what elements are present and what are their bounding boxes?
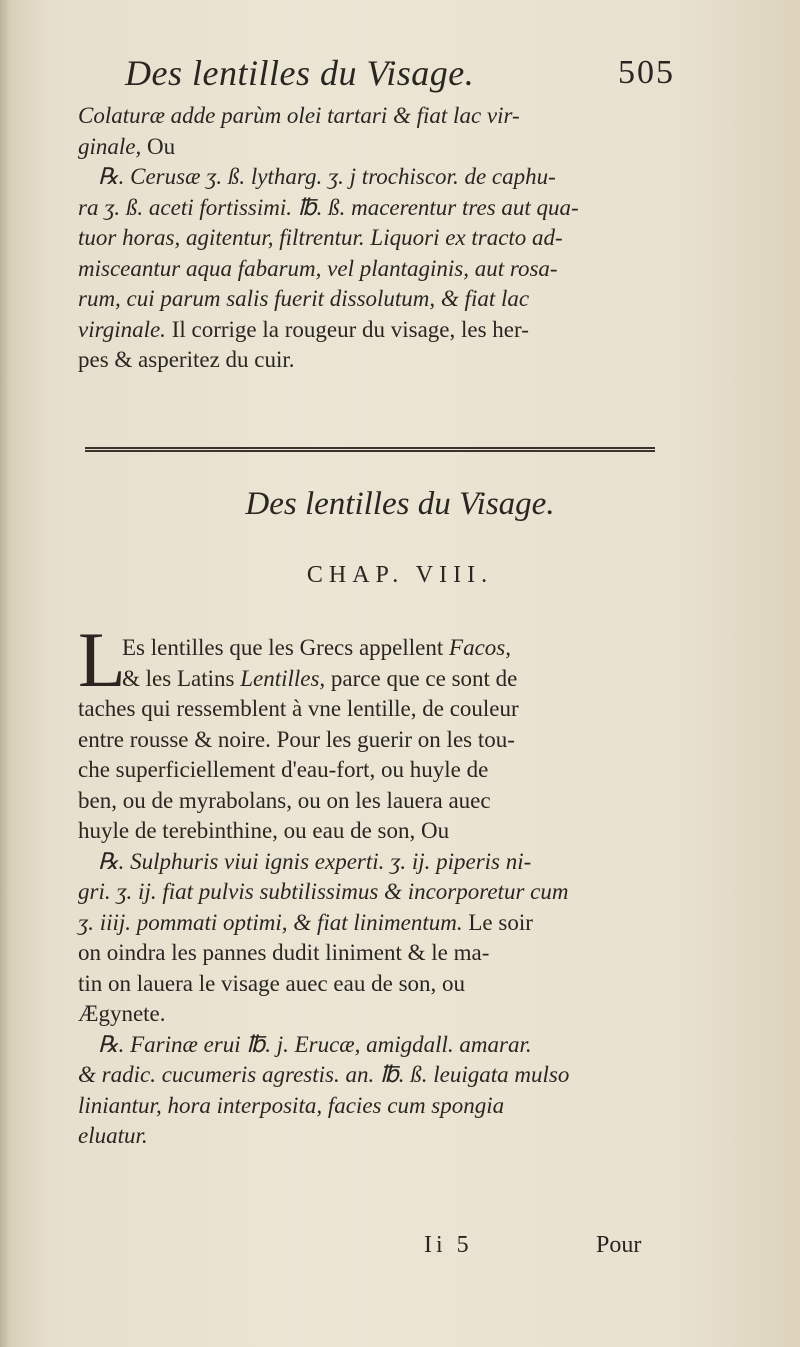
recipe-line: ℞. Sulphuris viui ignis experti. ʒ. ij. piperis ni- [98,848,532,874]
page-footer [0,1232,800,1272]
french-phrase: Le soir [462,909,533,935]
text-line [78,633,668,664]
page-header [85,52,675,100]
signature-mark: Ii 5 [424,1232,473,1258]
text-line: on oindra les pannes dudit liniment & le ma- [78,940,490,965]
recipe-line: liniantur, hora interposita, facies cum spongia [78,1092,505,1118]
french-phrase: & les Latins [122,665,241,691]
text-line [78,664,668,695]
recipe-line: & radic. cucumeris agrestis. an. ℔. ß. leuigata mulso [78,1062,570,1087]
drop-cap: L [78,616,126,703]
text-line [78,908,668,939]
page-gutter-shadow [0,0,10,1347]
text-line: entre rousse & noire. Pour les guerir on les tou- [78,726,515,752]
french-phrase: parce que ce sont de [325,665,518,691]
catchword: Pour [596,1232,642,1258]
latin-phrase: ginale, [78,133,142,159]
chapter-body-text [78,633,668,1152]
preceding-recipe-text [78,101,668,376]
recipe-line: gri. ʒ. ij. fiat pulvis subtilissimus & incorporetur cum [78,879,569,904]
recipe-line: ℞. Farinæ erui ℔. j. Erucæ, amigdall. amarar. [98,1031,532,1057]
latin-phrase: Facos, [449,635,511,660]
text-line: huyle de terebinthine, ou eau de son, Ou [78,818,450,843]
text-line: tin on lauera le visage auec eau de son, ou [78,970,466,996]
latin-phrase: ʒ. iiij. pommati optimi, & fiat linimentum. [78,909,463,935]
french-phrase: Es lentilles que les Grecs appellent [122,635,450,660]
chapter-title: Des lentilles du Visage. [245,486,555,522]
french-phrase: Il corrige la rougeur du visage, les her- [165,316,529,342]
text-line: pes & asperitez du cuir. [78,347,295,372]
text-line [78,132,668,163]
section-divider-rule [85,447,655,452]
page-number: 505 [618,54,675,91]
running-title: Des lentilles du Visage. [125,53,475,93]
text-line: che superficiellement d'eau-fort, ou huyle de [78,757,489,782]
recipe-line: ra ʒ. ß. aceti fortissimi. ℔. ß. macerentur tres aut qua- [78,194,579,220]
text-line: Colaturæ adde parùm olei tartari & fiat lac vir- [78,103,520,128]
text-line [78,315,668,346]
text-line: taches qui ressemblent à vne lentille, de couleur [78,696,519,721]
text-line: Ægynete. [78,1001,166,1026]
french-phrase: Ou [141,133,176,159]
recipe-line: rum, cui parum salis fuerit dissolutum, & fiat lac [78,286,530,311]
latin-phrase: Lentilles, [240,665,326,691]
recipe-line: ℞. Cerusæ ʒ. ß. lytharg. ʒ. j trochiscor. de caphu- [98,164,556,189]
latin-phrase: virginale. [78,316,166,342]
recipe-line: misceantur aqua fabarum, vel plantaginis, aut rosa- [78,255,558,281]
recipe-line: eluatur. [78,1123,148,1148]
text-line: ben, ou de myrabolans, ou on les lauera auec [78,787,491,813]
chapter-number: CHAP. VIII. [306,562,494,588]
recipe-line: tuor horas, agitentur, filtrentur. Liquori ex tracto ad- [78,225,563,250]
